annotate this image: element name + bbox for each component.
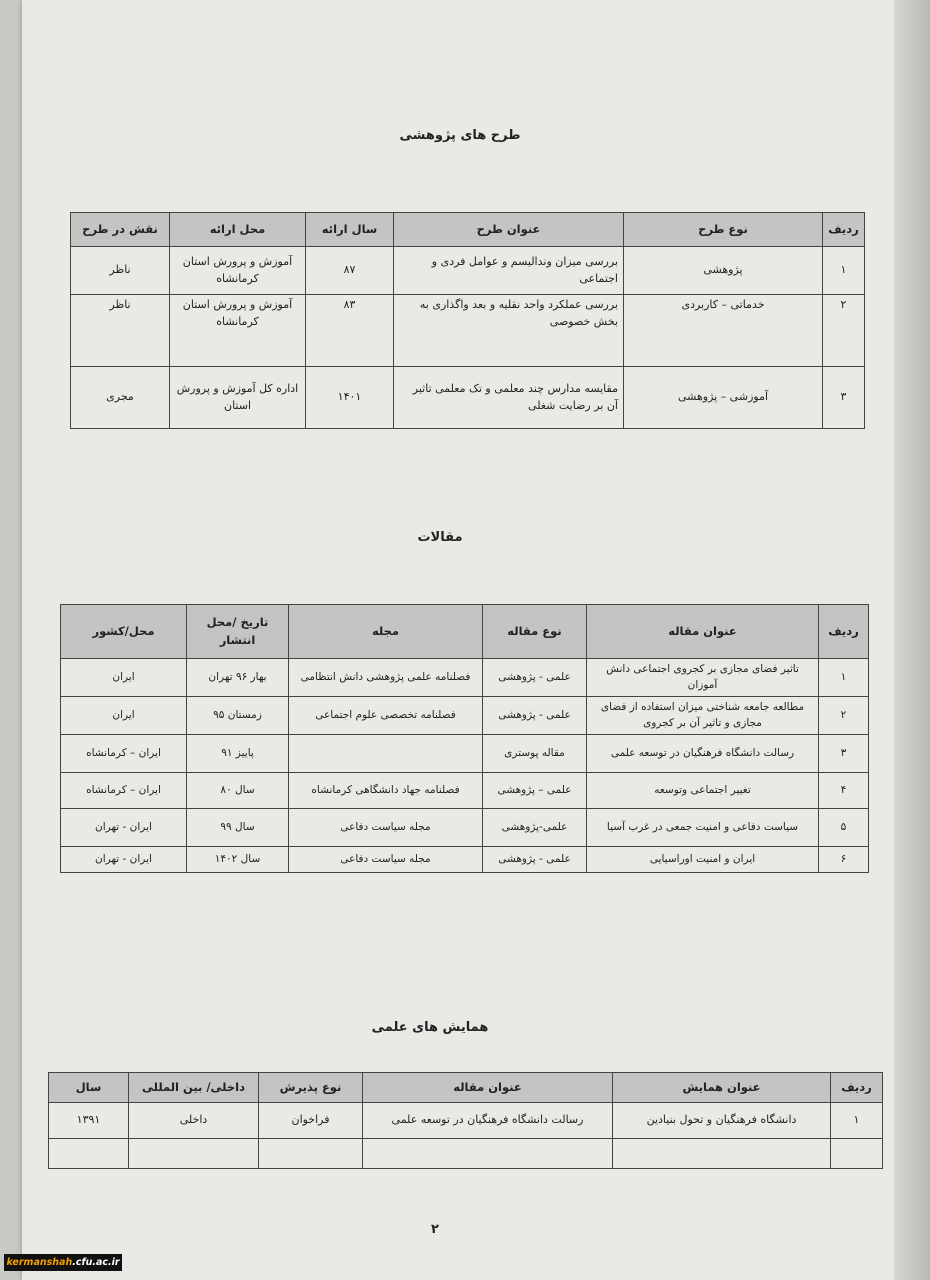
cell-year: ۸۷ [306,247,394,295]
col-publish-date: تاریخ /محل انتشار [187,605,289,659]
cell-publish-date: سال ۹۹ [187,809,289,847]
cell-publish-date: سال ۱۴۰۲ [187,847,289,873]
watermark-prefix: kermanshah [6,1257,73,1268]
cell-conference-title [613,1139,831,1169]
cell-row-number: ۱ [831,1103,883,1139]
cell-journal: مجله سیاست دفاعی [289,847,483,873]
cell-acceptance-type [259,1139,363,1169]
cell-row-number: ۲ [823,295,865,367]
cell-row-number: ۳ [819,735,869,773]
col-article-title: عنوان مقاله [363,1073,613,1103]
cell-journal: مجله سیاست دفاعی [289,809,483,847]
cell-journal [289,735,483,773]
cell-year: ۱۳۹۱ [49,1103,129,1139]
cell-scope [129,1139,259,1169]
cell-article-type: علمی - پژوهشی [483,697,587,735]
cell-row-number: ۲ [819,697,869,735]
projects-header-row [71,213,865,247]
cell-year: ۸۳ [306,295,394,367]
cell-project-title: بررسی میزان وندالیسم و عوامل فردی و اجتماعی [394,247,624,295]
cell-conference-title: دانشگاه فرهنگیان و تحول بنیادین [613,1103,831,1139]
cell-journal: فصلنامه جهاد دانشگاهی کرمانشاه [289,773,483,809]
cell-publish-date: پاییز ۹۱ [187,735,289,773]
cell-year [49,1139,129,1169]
cell-journal: فصلنامه علمی پژوهشی دانش انتظامی [289,659,483,697]
col-row-number: ردیف [823,213,865,247]
cell-location: آموزش و پرورش استان کرمانشاه [170,247,306,295]
table-row [49,1103,883,1139]
cell-project-title: بررسی عملکرد واحد نقلیه و بعد واگذاری به بخش خصوصی [394,295,624,367]
table-row [61,735,869,773]
cell-country: ایران - تهران [61,809,187,847]
cell-article-type: علمی - پژوهشی [483,847,587,873]
cell-row-number: ۶ [819,847,869,873]
cell-year: ۱۴۰۱ [306,367,394,429]
site-watermark[interactable] [4,1254,122,1271]
cell-row-number: ۱ [823,247,865,295]
cell-country: ایران – کرمانشاه [61,773,187,809]
cell-row-number: ۳ [823,367,865,429]
table-row [71,367,865,429]
col-location: محل ارائه [170,213,306,247]
cell-country: ایران – کرمانشاه [61,735,187,773]
cell-project-type: آموزشی – پژوهشی [624,367,823,429]
projects-table [70,212,865,429]
col-row-number: ردیف [819,605,869,659]
cell-article-title: رسالت دانشگاه فرهنگیان در توسعه علمی [587,735,819,773]
cell-publish-date: زمستان ۹۵ [187,697,289,735]
articles-header-row [61,605,869,659]
cell-row-number: ۴ [819,773,869,809]
articles-table [60,604,869,873]
conferences-header-row [49,1073,883,1103]
cell-journal: فصلنامه تخصصی علوم اجتماعی [289,697,483,735]
cell-role: ناظر [71,295,170,367]
col-row-number: ردیف [831,1073,883,1103]
col-year: سال [49,1073,129,1103]
cell-location: اداره کل آموزش و پرورش استان [170,367,306,429]
cell-project-title: مقایسه مدارس چند معلمی و تک معلمی تاثیر آن بر رضایت شغلی [394,367,624,429]
cell-acceptance-type: فراخوان [259,1103,363,1139]
cell-article-title: تغییر اجتماعی وتوسعه [587,773,819,809]
cell-article-type: علمی – پژوهشی [483,773,587,809]
table-row [71,247,865,295]
col-role: نقش در طرح [71,213,170,247]
col-country: محل/کشور [61,605,187,659]
table-row [61,847,869,873]
col-scope: داخلی/ بین المللی [129,1073,259,1103]
table-row [61,809,869,847]
table-row [61,773,869,809]
cell-article-title: تاثیر فضای مجازی بر کجروی اجتماعی دانش آموزان [587,659,819,697]
page-number: ۲ [431,1222,439,1237]
cell-publish-date: بهار ۹۶ تهران [187,659,289,697]
col-article-type: نوع مقاله [483,605,587,659]
cell-scope: داخلی [129,1103,259,1139]
cell-row-number: ۵ [819,809,869,847]
cell-row-number: ۱ [819,659,869,697]
conferences-table [48,1072,883,1169]
table-row [61,659,869,697]
cell-project-type: پژوهشی [624,247,823,295]
projects-heading: طرح های پژوهشی [399,128,521,143]
col-project-type: نوع طرح [624,213,823,247]
page-edge [894,0,930,1280]
cell-article-title: ایران و امنیت اوراسیایی [587,847,819,873]
col-acceptance-type: نوع پذیرش [259,1073,363,1103]
cell-project-type: خدماتی – کاربردی [624,295,823,367]
cell-country: ایران [61,697,187,735]
table-row [71,295,865,367]
watermark-suffix: .cfu.ac.ir [72,1257,120,1268]
cell-article-type: مقاله پوستری [483,735,587,773]
col-year: سال ارائه [306,213,394,247]
cell-article-title: مطالعه جامعه شناختی میزان استفاده از فضای مجازی و تاثیر آن بر کجروی [587,697,819,735]
cell-role: ناظر [71,247,170,295]
col-article-title: عنوان مقاله [587,605,819,659]
cell-article-title: رسالت دانشگاه فرهنگیان در توسعه علمی [363,1103,613,1139]
cell-article-type: علمی-پژوهشی [483,809,587,847]
cell-row-number [831,1139,883,1169]
cell-location: آموزش و پرورش استان کرمانشاه [170,295,306,367]
col-journal: مجله [289,605,483,659]
col-project-title: عنوان طرح [394,213,624,247]
articles-heading: مقالات [417,530,463,545]
cell-article-type: علمی - پژوهشی [483,659,587,697]
table-row [61,697,869,735]
cell-country: ایران - تهران [61,847,187,873]
col-conference-title: عنوان همایش [613,1073,831,1103]
conferences-heading: همایش های علمی [371,1020,489,1035]
cell-article-title: سیاست دفاعی و امنیت جمعی در غرب آسیا [587,809,819,847]
cell-article-title [363,1139,613,1169]
cell-country: ایران [61,659,187,697]
cell-publish-date: سال ۸۰ [187,773,289,809]
table-row [49,1139,883,1169]
cell-role: مجری [71,367,170,429]
